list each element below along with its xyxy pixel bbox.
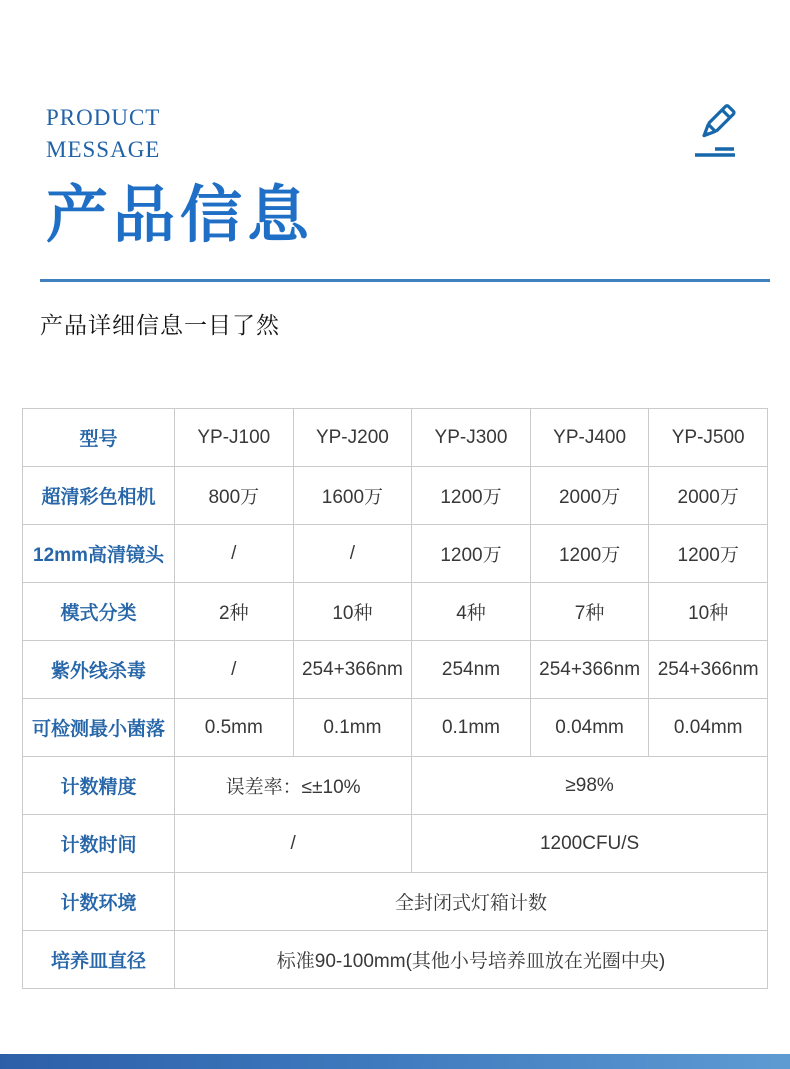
spec-cell: YP-J500	[649, 409, 768, 467]
spec-cell: 标准90-100mm(其他小号培养皿放在光圈中央)	[175, 931, 768, 989]
spec-cell: /	[175, 815, 412, 873]
spec-cell: YP-J400	[530, 409, 649, 467]
title-divider	[40, 279, 770, 282]
spec-cell: 254nm	[412, 641, 531, 699]
row-label: 计数环境	[23, 873, 175, 931]
spec-cell: 4种	[412, 583, 531, 641]
spec-table	[22, 408, 768, 989]
spec-cell: 0.1mm	[293, 699, 412, 757]
spec-cell: 1200万	[412, 525, 531, 583]
spec-cell: YP-J100	[175, 409, 294, 467]
spec-cell: /	[293, 525, 412, 583]
spec-cell: YP-J300	[412, 409, 531, 467]
bottom-gradient-bar	[0, 1054, 790, 1069]
row-label: 培养皿直径	[23, 931, 175, 989]
table-row	[23, 583, 768, 641]
section-title: 产品信息	[46, 181, 315, 250]
table-row	[23, 757, 768, 815]
table-row	[23, 525, 768, 583]
spec-cell: 2000万	[530, 467, 649, 525]
spec-cell: 1200万	[412, 467, 531, 525]
table-row	[23, 467, 768, 525]
table-row	[23, 815, 768, 873]
spec-cell: 254+366nm	[530, 641, 649, 699]
spec-cell: /	[175, 641, 294, 699]
pencil-icon	[686, 104, 748, 160]
row-label: 紫外线杀毒	[23, 641, 175, 699]
spec-cell: 254+366nm	[293, 641, 412, 699]
spec-cell: ≥98%	[412, 757, 768, 815]
table-row	[23, 699, 768, 757]
table-row	[23, 931, 768, 989]
table-row	[23, 409, 768, 467]
row-label: 计数精度	[23, 757, 175, 815]
spec-cell: 2种	[175, 583, 294, 641]
row-label: 可检测最小菌落	[23, 699, 175, 757]
spec-cell: 10种	[649, 583, 768, 641]
table-row	[23, 641, 768, 699]
row-label: 12mm高清镜头	[23, 525, 175, 583]
section-subtitle: 产品详细信息一目了然	[40, 313, 280, 338]
eyebrow-text	[46, 102, 750, 166]
spec-cell: 0.04mm	[649, 699, 768, 757]
spec-cell: 2000万	[649, 467, 768, 525]
spec-cell: 254+366nm	[649, 641, 768, 699]
spec-cell: YP-J200	[293, 409, 412, 467]
spec-cell: 误差率：≤±10%	[175, 757, 412, 815]
row-label: 型号	[23, 409, 175, 467]
spec-table-body	[23, 409, 768, 989]
spec-cell: 1200万	[530, 525, 649, 583]
eyebrow-line-1: PRODUCT	[46, 105, 161, 130]
spec-cell: 1200CFU/S	[412, 815, 768, 873]
row-label: 计数时间	[23, 815, 175, 873]
spec-cell: 1600万	[293, 467, 412, 525]
spec-cell: 全封闭式灯箱计数	[175, 873, 768, 931]
spec-cell: 1200万	[649, 525, 768, 583]
spec-cell: /	[175, 525, 294, 583]
row-label: 超清彩色相机	[23, 467, 175, 525]
eyebrow-line-2: MESSAGE	[46, 137, 161, 162]
section-header	[46, 102, 750, 250]
row-label: 模式分类	[23, 583, 175, 641]
spec-cell: 10种	[293, 583, 412, 641]
table-row	[23, 873, 768, 931]
spec-cell: 0.1mm	[412, 699, 531, 757]
spec-cell: 7种	[530, 583, 649, 641]
spec-cell: 0.5mm	[175, 699, 294, 757]
spec-cell: 0.04mm	[530, 699, 649, 757]
spec-cell: 800万	[175, 467, 294, 525]
